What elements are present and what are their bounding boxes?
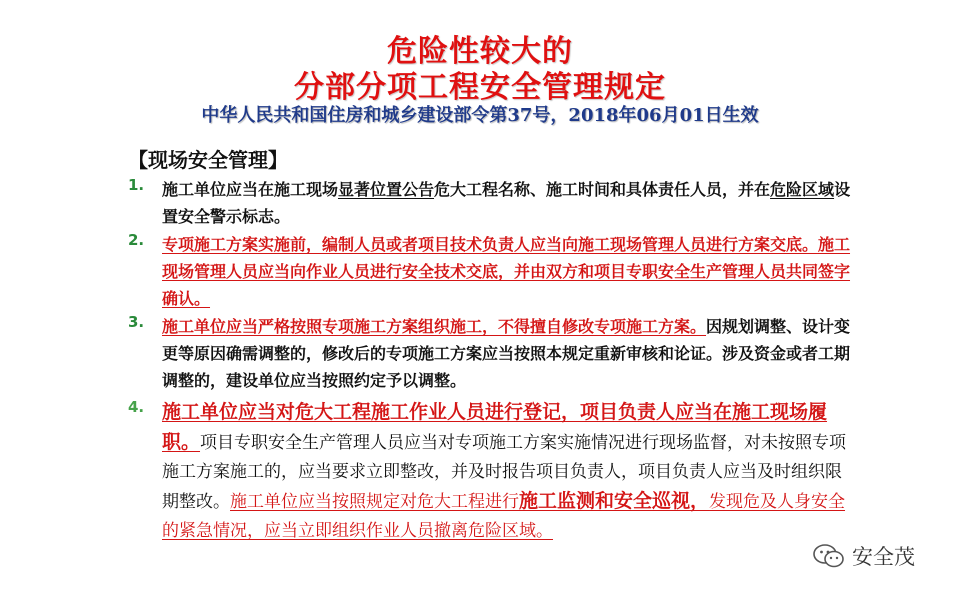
item-text-highlight: 施工单位应当严格按照专项施工方案组织施工，不得擅自修改专项施工方案。: [162, 317, 707, 336]
title-line-1: 危险性较大的: [387, 34, 573, 69]
wechat-icon: [812, 543, 846, 569]
item-text-underlined: 危险区域: [770, 180, 835, 199]
item-text-highlight: 发现危及人身安全的紧急情况，应当立即组织作业人员撤离危险区域。: [162, 492, 846, 541]
item-number: 4.: [128, 398, 145, 416]
item-text: [162, 231, 852, 312]
title-line-2: 分部分项工程安全管理规定: [294, 70, 666, 105]
item-text: [162, 313, 852, 394]
item-text: [162, 176, 852, 230]
item-text-highlight: 施工单位应当按照规定对危大工程进行: [230, 492, 519, 512]
item-text-part: 设置安全警示标志。: [162, 180, 851, 226]
item-number: 3.: [128, 313, 145, 331]
item-text: [162, 398, 852, 546]
item-number: 1.: [128, 176, 145, 194]
subtitle: 中华人民共和国住房和城乡建设部令第37号，2018年06月01日生效: [201, 105, 759, 126]
item-text-part: 施工单位应当在施工现场: [162, 180, 339, 199]
item-text-highlight: 施工监测和安全巡视，: [519, 490, 710, 512]
item-text-highlight: 专项施工方案实施前，编制人员或者项目技术负责人应当向施工现场管理人员进行方案交底。施工现场管理人员应当向作业人员进行安全技术交底，并由双方和项目专职安全生产管理人员共同签字确认。: [162, 235, 851, 308]
item-text-highlight: 施工单位应当对危大工程施工作业人员进行登记，项目负责人应当在施工现场履职。: [162, 401, 828, 453]
item-text-part: 项目专职安全生产管理人员应当对专项施工方案实施情况进行现场监督，对未按照专项施工方案施工的，应当要求立即整改，并及时报告项目负责人，项目负责人应当及时组织限期整改。: [162, 433, 847, 512]
item-number: 2.: [128, 231, 145, 249]
watermark: [812, 541, 915, 571]
watermark-text: 安全茂: [852, 545, 915, 569]
item-text-part: 危大工程名称、施工时间和具体责任人员，并在: [434, 180, 771, 199]
section-heading: 【现场安全管理】: [128, 148, 288, 172]
item-text-part: 因规划调整、设计变更等原因确需调整的，修改后的专项施工方案应当按照本规定重新审核和论证。涉及资金或者工期调整的，建设单位应当按照约定予以调整。: [162, 317, 851, 390]
item-text-underlined: 显著位置公告: [338, 180, 435, 199]
